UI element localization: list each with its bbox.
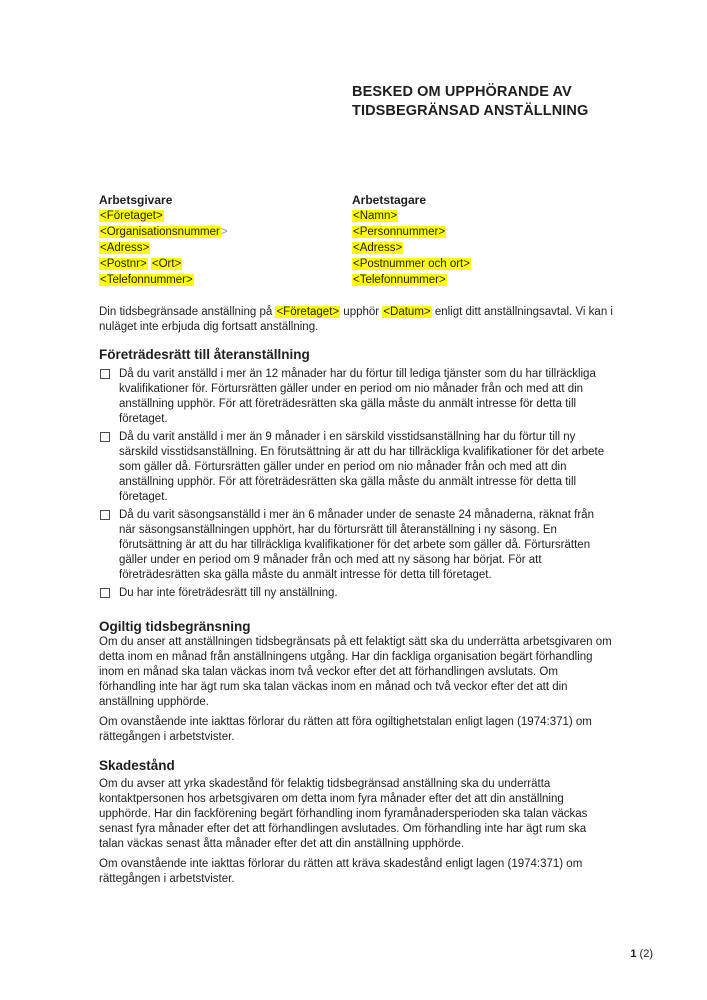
employer-orgnr-placeholder[interactable]: <Organisationsnummer	[100, 226, 220, 238]
damages-paragraph-1: Om du avser att yrka skadestånd för felaktig tidsbegränsad anställning ska du underrätta kontaktpersonen hos arbetsgivaren om detta inom fyra månader efter det att din anställning upphörde. Har din fackförening begärt förhandling inom fyramånadersperioden ska talan väckas senast fyra månader efter det att förhandlingen avslutades. Om förhandling inte har ägt rum ska talan väckas senast åtta månader efter det att din anställning upphörde.	[99, 778, 588, 850]
priority-checkbox-3[interactable]	[100, 510, 110, 520]
employee-address-placeholder[interactable]: <Adress>	[353, 242, 403, 254]
employer-address-placeholder[interactable]: <Adress>	[100, 242, 150, 254]
priority-option-1	[99, 367, 613, 427]
employee-address-row	[352, 240, 613, 256]
employee-heading: Arbetstagare	[352, 193, 427, 207]
priority-checkbox-2[interactable]	[100, 432, 110, 442]
document-title-line2: TIDSBEGRÄNSAD ANSTÄLLNING	[352, 103, 589, 119]
employer-postal-row	[99, 256, 352, 272]
intro-text-middle: upphör	[340, 306, 383, 318]
section-heading-invalid-limit: Ogiltig tidsbegränsning	[99, 619, 251, 634]
employee-personnummer-row	[352, 224, 613, 240]
employee-phone-row	[352, 272, 613, 288]
employee-name-placeholder[interactable]: <Namn>	[353, 210, 398, 222]
employer-heading: Arbetsgivare	[99, 193, 173, 207]
intro-date-placeholder[interactable]: <Datum>	[383, 306, 431, 318]
employee-postal-placeholder[interactable]: <Postnummer och ort>	[353, 258, 470, 270]
employee-phone-placeholder[interactable]: <Telefonnummer>	[353, 274, 446, 286]
priority-option-2	[99, 430, 613, 505]
employer-company-placeholder[interactable]: <Företaget>	[100, 210, 163, 222]
employee-name-row	[352, 208, 613, 224]
page-number-current: 1	[630, 948, 637, 960]
section-heading-priority: Företrädesrätt till återanställning	[99, 347, 310, 362]
section-heading-damages: Skadestånd	[99, 758, 175, 773]
intro-text-before: Din tidsbegränsade anställning på	[99, 306, 276, 318]
document-title-line1: BESKED OM UPPHÖRANDE AV	[352, 84, 572, 100]
employee-personnummer-placeholder[interactable]: <Personnummer>	[353, 226, 446, 238]
employer-column	[99, 192, 352, 288]
priority-option-4-label: Du har inte företrädesrätt till ny anställning.	[119, 587, 338, 599]
damages-paragraph-2: Om ovanstående inte iakttas förlorar du rätten att kräva skadestånd enligt lagen (1974:371) om rättegången i arbetstvister.	[99, 858, 583, 885]
priority-option-2-label: Då du varit anställd i mer än 9 månader i en särskild visstidsanställning har du förtur till ny särskild visstidsanställning. En förutsättning är att du har tillräckliga kvalifikationer för det arbete som gäller då. Förtursrätten gäller under en period om nio månader från och med att din anställning upphör. För att företrädesrätten ska gälla måste du anmält intresse för detta till företaget.	[119, 431, 605, 503]
document-content	[99, 0, 613, 887]
employer-orgnr-row	[99, 224, 352, 240]
priority-checkbox-4[interactable]	[100, 588, 110, 598]
priority-option-1-label: Då du varit anställd i mer än 12 månader har du förtur till lediga tjänster som du har tillräckliga kvalifikationer för. Förtursrätten gäller under en period om nio månader från och med att din anställning upphör. För att företrädesrätten ska gälla måste du anmält intresse för detta till företaget.	[119, 368, 596, 425]
priority-option-4	[99, 586, 613, 601]
employer-phone-row	[99, 272, 352, 288]
employer-phone-placeholder[interactable]: <Telefonnummer>	[100, 274, 193, 286]
intro-paragraph	[99, 305, 613, 335]
page-number	[630, 948, 653, 961]
employee-postal-row	[352, 256, 613, 272]
employer-company-row	[99, 208, 352, 224]
employer-postnr-placeholder[interactable]: <Postnr>	[100, 258, 147, 270]
priority-checkbox-1[interactable]	[100, 369, 110, 379]
page-number-total: (2)	[636, 948, 653, 960]
priority-options-list	[99, 367, 613, 601]
employer-orgnr-suffix: >	[220, 226, 228, 238]
invalid-limit-paragraph-2: Om ovanstående inte iakttas förlorar du rätten att föra ogiltighetstalan enligt lagen (1974:371) om rättegången i arbetstvister.	[99, 716, 592, 743]
priority-option-3-label: Då du varit säsongsanställd i mer än 6 månader under de senaste 24 månaderna, räknat från när säsongsanställningen upphört, har du förtursrätt till återanställning i ny säsong. En förutsättning är att du har tillräckliga kvalifikationer för det arbete som gäller då. Förtursrätten gäller under en period om 9 månader från och med att ny säsong har börjat. För att företrädesrätten ska gälla måste du anmält intresse för detta till företaget.	[119, 509, 594, 581]
document-title	[352, 83, 613, 121]
employee-column	[352, 192, 613, 288]
employer-ort-placeholder[interactable]: <Ort>	[151, 258, 182, 270]
employer-address-row	[99, 240, 352, 256]
invalid-limit-paragraph-1: Om du anser att anställningen tidsbegränsats på ett felaktigt sätt ska du underrätta arbetsgivaren om detta inom en månad från anställningens utgång. Har din fackliga organisation begärt förhandling inom en månad ska talan väckas inom två veckor efter det att förhandlingen avslutats. Om förhandling inte har ägt rum ska talan väckas inom en månad och två veckor efter det att din anställning upphörde.	[99, 636, 612, 708]
priority-option-3	[99, 508, 613, 583]
intro-company-placeholder[interactable]: <Företaget>	[276, 306, 340, 318]
intro-text-after: enligt ditt anställningsavtal. Vi kan i nuläget inte erbjuda dig fortsatt anställning.	[99, 306, 613, 333]
parties-block	[99, 192, 613, 288]
